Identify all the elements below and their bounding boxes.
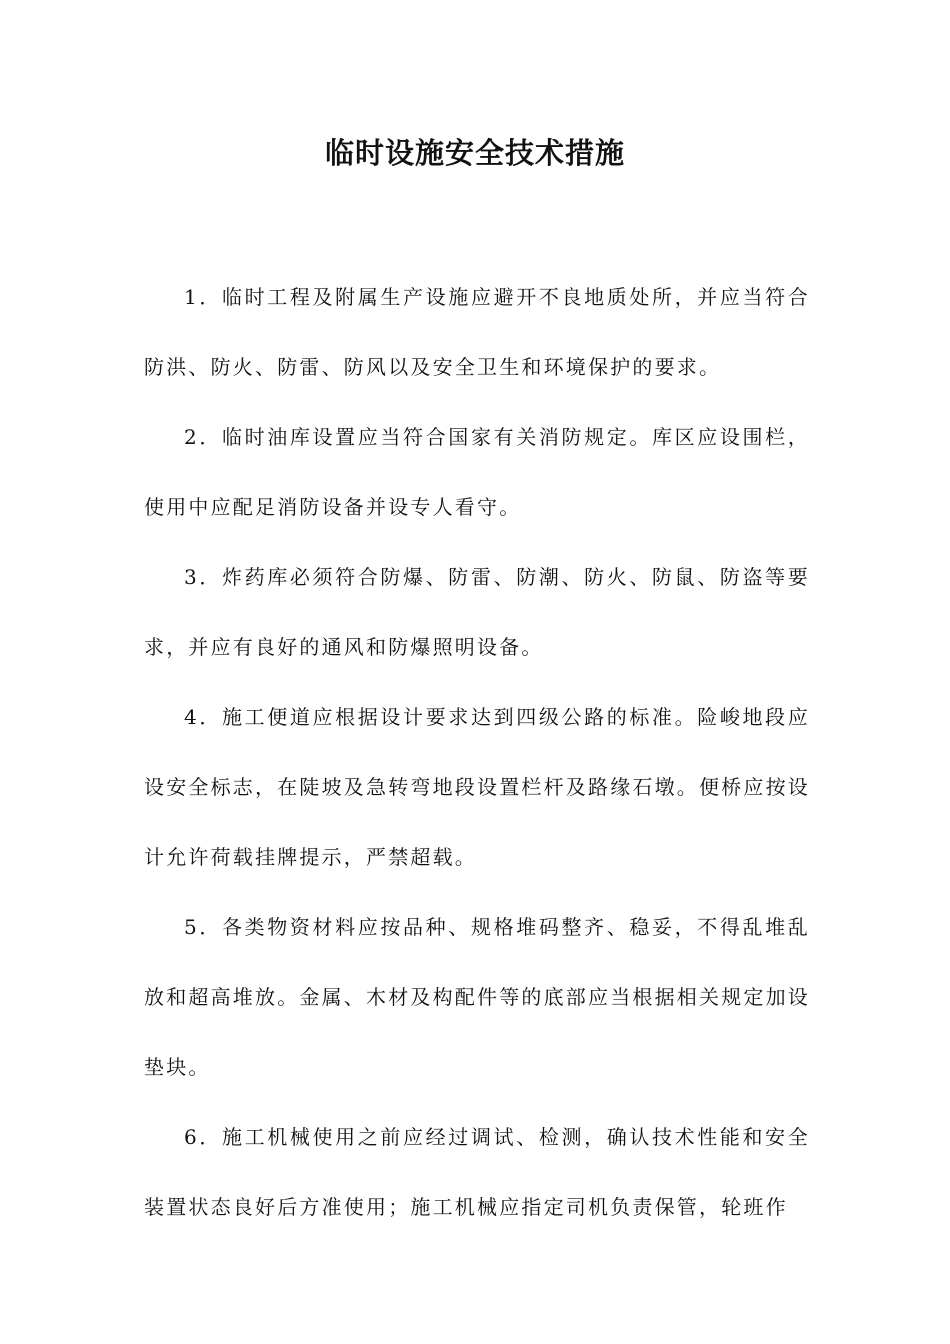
paragraph-6: 6．施工机械使用之前应经过调试、检测，确认技术性能和安全装置状态良好后方准使用；施工机械应指定司机负责保管，轮班作 (144, 1125, 810, 1219)
paragraph-3: 3．炸药库必须符合防爆、防雷、防潮、防火、防鼠、防盗等要求，并应有良好的通风和防爆照明设备。 (144, 565, 810, 659)
document-body (144, 262, 810, 1242)
paragraph-5: 5．各类物资材料应按品种、规格堆码整齐、稳妥，不得乱堆乱放和超高堆放。金属、木材及构配件等的底部应当根据相关规定加设垫块。 (144, 915, 810, 1079)
paragraph-1: 1．临时工程及附属生产设施应避开不良地质处所，并应当符合防洪、防火、防雷、防风以及安全卫生和环境保护的要求。 (144, 285, 810, 379)
paragraph-4: 4．施工便道应根据设计要求达到四级公路的标准。险峻地段应设安全标志，在陡坡及急转弯地段设置栏杆及路缘石墩。便桥应按设计允许荷载挂牌提示，严禁超载。 (144, 705, 810, 869)
paragraph-2: 2．临时油库设置应当符合国家有关消防规定。库区应设围栏，使用中应配足消防设备并设专人看守。 (144, 425, 810, 519)
document-title: 临时设施安全技术措施 (324, 136, 625, 170)
